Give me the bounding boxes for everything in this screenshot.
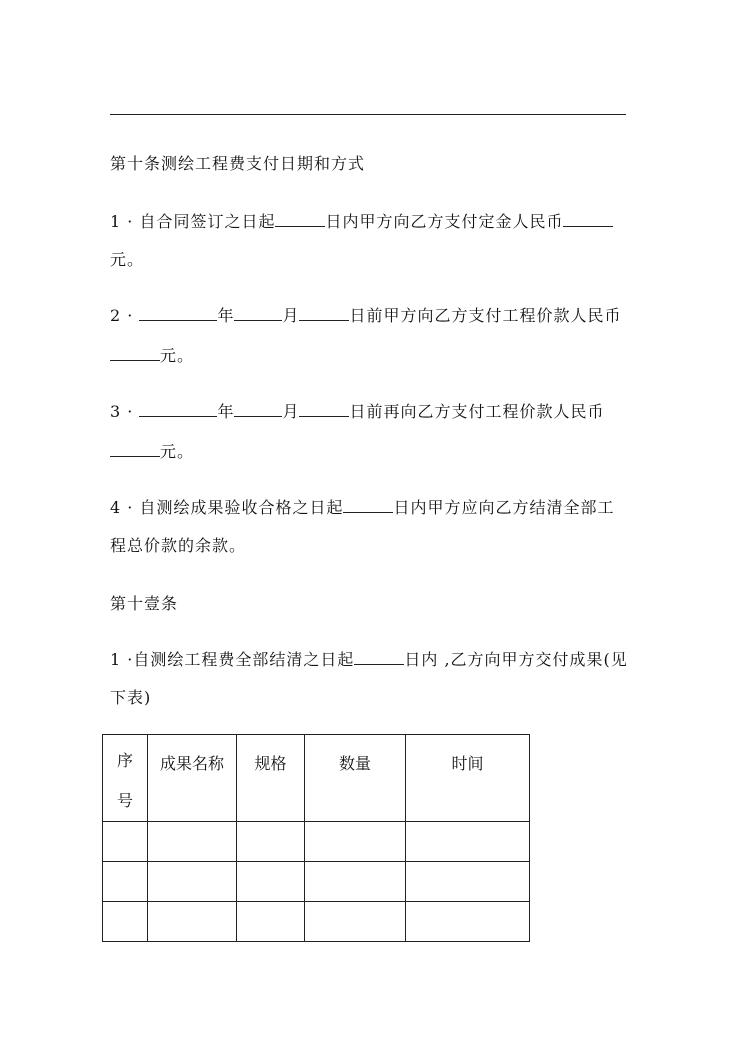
table-cell[interactable] [305, 862, 406, 902]
article-10-item-4-cont: 程总价款的余款。 [110, 536, 247, 555]
blank-year[interactable] [139, 306, 217, 321]
table-cell[interactable] [237, 862, 305, 902]
blank-day[interactable] [299, 402, 349, 417]
table-cell[interactable] [305, 902, 406, 942]
article-11-title: 第十壹条 [110, 594, 179, 613]
article-11-item-1-cont: 下表) [110, 688, 152, 707]
table-row [103, 902, 530, 942]
article-10-item-3-cont: 元。 [110, 442, 194, 462]
table-cell[interactable] [148, 822, 237, 862]
article-10-item-3: 3 · 年 月 日前再向乙方支付工程价款人民币 [110, 402, 605, 421]
table-cell[interactable] [237, 822, 305, 862]
table-cell[interactable] [103, 902, 148, 942]
header-time: 时间 [406, 735, 530, 822]
header-name: 成果名称 [148, 735, 237, 822]
header-spec: 规格 [237, 735, 305, 822]
table-cell[interactable] [406, 862, 530, 902]
header-rule [110, 114, 626, 115]
table-header-row [103, 735, 530, 822]
blank-days[interactable] [354, 650, 404, 665]
blank-amount[interactable] [110, 346, 160, 361]
table-row [103, 862, 530, 902]
article-10-item-4: 4 · 自测绘成果验收合格之日起 日内甲方应向乙方结清全部工 [110, 498, 615, 517]
table-cell[interactable] [406, 902, 530, 942]
blank-amount[interactable] [563, 212, 613, 227]
article-11-item-1: 1 ·自测绘工程费全部结清之日起 日内 ,乙方向甲方交付成果(见 [110, 650, 628, 669]
blank-day[interactable] [299, 306, 349, 321]
blank-amount[interactable] [110, 442, 160, 457]
blank-month[interactable] [234, 402, 282, 417]
article-10-item-2-cont: 元。 [110, 346, 194, 366]
article-10-title: 第十条测绘工程费支付日期和方式 [110, 154, 366, 173]
table-cell[interactable] [148, 862, 237, 902]
blank-days[interactable] [275, 212, 325, 227]
table-cell[interactable] [103, 822, 148, 862]
table-cell[interactable] [148, 902, 237, 942]
table-cell[interactable] [305, 822, 406, 862]
table-row [103, 822, 530, 862]
blank-year[interactable] [139, 402, 217, 417]
table-cell[interactable] [237, 902, 305, 942]
article-10-item-1: 1 · 自合同签订之日起 日内甲方向乙方支付定金人民币 [110, 212, 613, 232]
header-seq: 序 号 [103, 735, 148, 822]
table-cell[interactable] [406, 822, 530, 862]
header-qty: 数量 [305, 735, 406, 822]
article-10-item-1-cont: 元。 [110, 250, 145, 269]
blank-days[interactable] [343, 498, 393, 513]
blank-month[interactable] [234, 306, 282, 321]
article-10-item-2: 2 · 年 月 日前甲方向乙方支付工程价款人民币 [110, 306, 622, 325]
deliverables-table [102, 734, 530, 942]
table-cell[interactable] [103, 862, 148, 902]
